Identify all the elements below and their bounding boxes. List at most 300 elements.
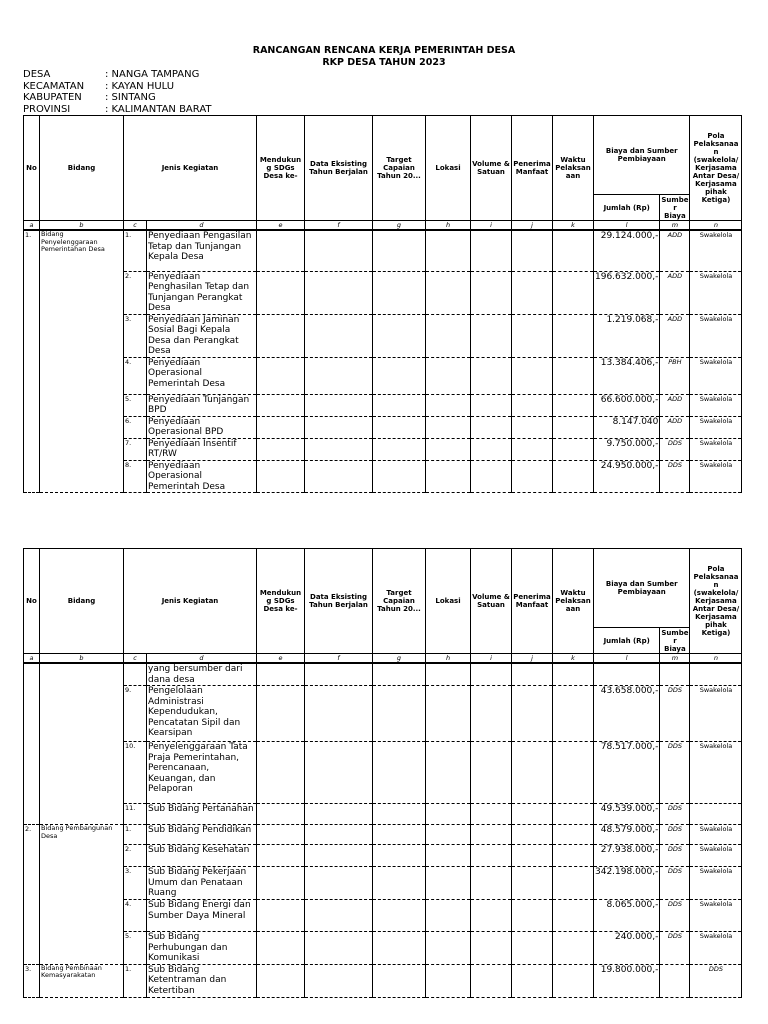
volume-cell xyxy=(471,230,512,271)
info-row-kecamatan xyxy=(23,81,212,93)
volume-cell xyxy=(471,438,512,460)
row-number: 2. xyxy=(24,825,40,965)
data-eksisting-cell xyxy=(305,438,373,460)
info-label: DESA xyxy=(23,69,51,80)
col-header-sdgs: Mendukun g SDGs Desa ke- xyxy=(257,116,305,221)
jumlah-cell: 78.517.000,- xyxy=(594,742,660,804)
col-header-data-eksisting: Data Eksisting Tahun Berjalan xyxy=(305,116,373,221)
target-cell xyxy=(373,394,426,416)
penerima-cell xyxy=(512,845,553,867)
table-row xyxy=(24,900,742,932)
volume-cell xyxy=(471,663,512,686)
table-row xyxy=(24,663,742,686)
penerima-cell xyxy=(512,686,553,742)
volume-cell xyxy=(471,271,512,314)
lokasi-cell xyxy=(426,394,471,416)
jumlah-cell: 19.800.000,- xyxy=(594,964,660,997)
jenis-kegiatan-cell: Sub Bidang Ketentraman dan Ketertiban xyxy=(147,964,257,997)
table-row xyxy=(24,825,742,845)
jenis-kegiatan-cell: Sub Bidang Kesehatan xyxy=(147,845,257,867)
waktu-cell xyxy=(553,394,594,416)
column-letter: l xyxy=(594,654,660,664)
waktu-cell xyxy=(553,357,594,394)
penerima-cell xyxy=(512,438,553,460)
penerima-cell xyxy=(512,271,553,314)
jenis-kegiatan-cell: Sub Bidang Pertanahan xyxy=(147,804,257,825)
col-header-jenis-kegiatan: Jenis Kegiatan xyxy=(124,116,257,221)
penerima-cell xyxy=(512,460,553,493)
penerima-cell xyxy=(512,825,553,845)
table-row xyxy=(24,357,742,394)
sumber-biaya-cell: DDS xyxy=(660,460,690,493)
col-header-lokasi: Lokasi xyxy=(426,116,471,221)
pola-pelaksanaan-cell: Swakelola xyxy=(690,932,742,965)
jumlah-cell: 13.384.406,- xyxy=(594,357,660,394)
penerima-cell xyxy=(512,867,553,900)
target-cell xyxy=(373,964,426,997)
penerima-cell xyxy=(512,900,553,932)
volume-cell xyxy=(471,742,512,804)
col-header-jenis-kegiatan: Jenis Kegiatan xyxy=(124,549,257,654)
col-header-no: No xyxy=(24,549,40,654)
col-header-sumber: Sumbe r Biaya xyxy=(661,195,689,220)
column-letter: j xyxy=(512,221,553,231)
col-header-waktu: Waktu Pelaksan aan xyxy=(553,549,594,654)
kegiatan-number: 8. xyxy=(124,460,147,493)
pola-pelaksanaan-cell xyxy=(690,804,742,825)
column-letter: a xyxy=(24,654,40,664)
target-cell xyxy=(373,460,426,493)
jenis-kegiatan-cell: Sub Bidang Pekerjaan Umum dan Penataan Ruang xyxy=(147,867,257,900)
target-cell xyxy=(373,271,426,314)
info-row-desa xyxy=(23,69,212,81)
penerima-cell xyxy=(512,416,553,438)
col-header-bidang: Bidang xyxy=(40,549,124,654)
sdgs-cell xyxy=(257,804,305,825)
sdgs-cell xyxy=(257,932,305,965)
waktu-cell xyxy=(553,742,594,804)
volume-cell xyxy=(471,932,512,965)
sumber-biaya-cell: DDS xyxy=(660,900,690,932)
sumber-biaya-cell: ADD xyxy=(660,271,690,314)
sdgs-cell xyxy=(257,314,305,357)
volume-cell xyxy=(471,900,512,932)
column-letter: d xyxy=(147,221,257,231)
lokasi-cell xyxy=(426,867,471,900)
sumber-biaya-cell xyxy=(660,663,690,686)
info-label: KABUPATEN xyxy=(23,92,82,103)
volume-cell xyxy=(471,394,512,416)
waktu-cell xyxy=(553,438,594,460)
data-eksisting-cell xyxy=(305,686,373,742)
sdgs-cell xyxy=(257,964,305,997)
bidang-cell: Bidang Pembangunan Desa xyxy=(40,825,124,965)
volume-cell xyxy=(471,357,512,394)
volume-cell xyxy=(471,845,512,867)
waktu-cell xyxy=(553,964,594,997)
col-header-volume: Volume & Satuan xyxy=(471,116,512,221)
table-row xyxy=(24,460,742,493)
jumlah-cell: 24.950.000,- xyxy=(594,460,660,493)
col-header-penerima: Penerima Manfaat xyxy=(512,549,553,654)
lokasi-cell xyxy=(426,230,471,271)
col-header-penerima: Penerima Manfaat xyxy=(512,116,553,221)
pola-pelaksanaan-cell: Swakelola xyxy=(690,230,742,271)
col-header-target: Target Capaian Tahun 20... xyxy=(373,116,426,221)
sumber-biaya-cell: DDS xyxy=(660,845,690,867)
column-letter: i xyxy=(471,221,512,231)
pola-pelaksanaan-cell: Swakelola xyxy=(690,742,742,804)
col-header-lokasi: Lokasi xyxy=(426,549,471,654)
target-cell xyxy=(373,932,426,965)
waktu-cell xyxy=(553,900,594,932)
sdgs-cell xyxy=(257,663,305,686)
table-row xyxy=(24,230,742,271)
jumlah-cell: 29.124.000,- xyxy=(594,230,660,271)
row-number xyxy=(24,663,40,825)
data-eksisting-cell xyxy=(305,964,373,997)
sdgs-cell xyxy=(257,438,305,460)
document-title: RANCANGAN RENCANA KERJA PEMERINTAH DESA xyxy=(252,45,516,56)
target-cell xyxy=(373,314,426,357)
waktu-cell xyxy=(553,663,594,686)
sumber-biaya-cell: DDS xyxy=(660,686,690,742)
col-header-biaya: Biaya dan Sumber Pembiayaan xyxy=(594,549,690,628)
col-header-bidang: Bidang xyxy=(40,116,124,221)
sdgs-cell xyxy=(257,357,305,394)
column-letter: c xyxy=(124,221,147,231)
data-eksisting-cell xyxy=(305,394,373,416)
volume-cell xyxy=(471,416,512,438)
kegiatan-number: 2. xyxy=(124,845,147,867)
sumber-biaya-cell: ADD xyxy=(660,416,690,438)
jumlah-cell: 49.539.000,- xyxy=(594,804,660,825)
row-number: 3. xyxy=(24,964,40,997)
jenis-kegiatan-cell: Pengelolaan Administrasi Kependudukan, Pencatatan Sipil dan Kearsipan xyxy=(147,686,257,742)
lokasi-cell xyxy=(426,804,471,825)
kegiatan-number: 4. xyxy=(124,900,147,932)
jenis-kegiatan-cell: Penyediaan Jaminan Sosial Bagi Kepala Desa dan Perangkat Desa xyxy=(147,314,257,357)
column-letter: a xyxy=(24,221,40,231)
waktu-cell xyxy=(553,845,594,867)
kegiatan-number: 6. xyxy=(124,416,147,438)
jenis-kegiatan-cell: Penyediaan Pengasilan Tetap dan Tunjangan Kepala Desa xyxy=(147,230,257,271)
waktu-cell xyxy=(553,686,594,742)
sdgs-cell xyxy=(257,742,305,804)
sdgs-cell xyxy=(257,394,305,416)
col-header-pola: Pola Pelaksanaa n (swakelola/ Kerjasama Antar Desa/ Kerjasama pihak Ketiga) xyxy=(690,116,742,221)
waktu-cell xyxy=(553,271,594,314)
sumber-biaya-cell: DDS xyxy=(660,867,690,900)
jenis-kegiatan-cell: Penyediaan Tunjangan BPD xyxy=(147,394,257,416)
lokasi-cell xyxy=(426,742,471,804)
waktu-cell xyxy=(553,416,594,438)
pola-pelaksanaan-cell: Swakelola xyxy=(690,357,742,394)
lokasi-cell xyxy=(426,416,471,438)
kegiatan-number: 1. xyxy=(124,230,147,271)
volume-cell xyxy=(471,867,512,900)
penerima-cell xyxy=(512,230,553,271)
volume-cell xyxy=(471,314,512,357)
lokasi-cell xyxy=(426,825,471,845)
sumber-biaya-cell: ADD xyxy=(660,314,690,357)
jenis-kegiatan-cell: Penyediaan Operasional Pemerintah Desa xyxy=(147,357,257,394)
sumber-biaya-cell: DDS xyxy=(660,742,690,804)
lokasi-cell xyxy=(426,932,471,965)
volume-cell xyxy=(471,825,512,845)
column-letter: j xyxy=(512,654,553,664)
jenis-kegiatan-cell: Sub Bidang Pendidikan xyxy=(147,825,257,845)
volume-cell xyxy=(471,964,512,997)
jenis-kegiatan-cell: Penyelenggaraan Tata Praja Pemerintahan, Perencanaan, Keuangan, dan Pelaporan xyxy=(147,742,257,804)
table-row xyxy=(24,686,742,742)
column-letter: g xyxy=(373,654,426,664)
column-letter: d xyxy=(147,654,257,664)
col-header-volume: Volume & Satuan xyxy=(471,549,512,654)
target-cell xyxy=(373,230,426,271)
lokasi-cell xyxy=(426,271,471,314)
lokasi-cell xyxy=(426,845,471,867)
village-info xyxy=(23,69,212,115)
sumber-biaya-cell: PBH xyxy=(660,357,690,394)
info-row-provinsi xyxy=(23,104,212,116)
column-letter: h xyxy=(426,221,471,231)
target-cell xyxy=(373,900,426,932)
table-row xyxy=(24,845,742,867)
info-value: : KALIMANTAN BARAT xyxy=(105,103,212,115)
data-eksisting-cell xyxy=(305,932,373,965)
sdgs-cell xyxy=(257,460,305,493)
pola-pelaksanaan-cell: Swakelola xyxy=(690,394,742,416)
kegiatan-number: 5. xyxy=(124,932,147,965)
column-letter: n xyxy=(690,221,742,231)
data-eksisting-cell xyxy=(305,804,373,825)
waktu-cell xyxy=(553,804,594,825)
data-eksisting-cell xyxy=(305,416,373,438)
pola-pelaksanaan-cell: Swakelola xyxy=(690,460,742,493)
info-value: : NANGA TAMPANG xyxy=(105,69,200,80)
penerima-cell xyxy=(512,742,553,804)
lokasi-cell xyxy=(426,438,471,460)
column-letter: b xyxy=(40,221,124,231)
sumber-biaya-cell: DDS xyxy=(660,932,690,965)
sdgs-cell xyxy=(257,686,305,742)
data-eksisting-cell xyxy=(305,825,373,845)
sumber-biaya-cell: DDS xyxy=(660,804,690,825)
kegiatan-number: 7. xyxy=(124,438,147,460)
data-eksisting-cell xyxy=(305,845,373,867)
jumlah-cell: 8.147.040 xyxy=(594,416,660,438)
target-cell xyxy=(373,686,426,742)
column-letter: k xyxy=(553,654,594,664)
sumber-biaya-cell: ADD xyxy=(660,230,690,271)
penerima-cell xyxy=(512,663,553,686)
col-header-data-eksisting: Data Eksisting Tahun Berjalan xyxy=(305,549,373,654)
waktu-cell xyxy=(553,460,594,493)
column-letter: g xyxy=(373,221,426,231)
waktu-cell xyxy=(553,825,594,845)
data-eksisting-cell xyxy=(305,867,373,900)
jumlah-cell: 27.938.000,- xyxy=(594,845,660,867)
table-row xyxy=(24,314,742,357)
data-eksisting-cell xyxy=(305,900,373,932)
col-header-jumlah: Jumlah (Rp) xyxy=(594,195,660,221)
pola-pelaksanaan-cell: Swakelola xyxy=(690,825,742,845)
column-letter: m xyxy=(660,221,690,231)
bidang-cell: Bidang Pembinaan Kemasyarakatan xyxy=(40,964,124,997)
rkp-table-part-1 xyxy=(23,115,742,493)
jenis-kegiatan-cell: Penyediaan Operasional Pemerintah Desa xyxy=(147,460,257,493)
column-letter-row xyxy=(24,221,742,231)
table-row xyxy=(24,964,742,997)
jenis-kegiatan-cell: Sub Bidang Energi dan Sumber Daya Mineral xyxy=(147,900,257,932)
pola-pelaksanaan-cell: Swakelola xyxy=(690,416,742,438)
column-letter: i xyxy=(471,654,512,664)
pola-pelaksanaan-cell: Swakelola xyxy=(690,438,742,460)
sumber-biaya-cell: ADD xyxy=(660,394,690,416)
lokasi-cell xyxy=(426,686,471,742)
lokasi-cell xyxy=(426,663,471,686)
data-eksisting-cell xyxy=(305,314,373,357)
sdgs-cell xyxy=(257,845,305,867)
data-eksisting-cell xyxy=(305,663,373,686)
target-cell xyxy=(373,357,426,394)
penerima-cell xyxy=(512,932,553,965)
col-header-waktu: Waktu Pelaksan aan xyxy=(553,116,594,221)
column-letter: n xyxy=(690,654,742,664)
column-letter: h xyxy=(426,654,471,664)
volume-cell xyxy=(471,686,512,742)
lokasi-cell xyxy=(426,460,471,493)
info-label: KECAMATAN xyxy=(23,80,85,92)
pola-pelaksanaan-cell: Swakelola xyxy=(690,867,742,900)
kegiatan-number: 11. xyxy=(124,804,147,825)
sdgs-cell xyxy=(257,416,305,438)
sdgs-cell xyxy=(257,271,305,314)
lokasi-cell xyxy=(426,314,471,357)
jenis-kegiatan-cell: yang bersumber dari dana desa xyxy=(147,663,257,686)
info-row-kabupaten xyxy=(23,92,212,104)
column-letter: c xyxy=(124,654,147,664)
target-cell xyxy=(373,663,426,686)
pola-pelaksanaan-cell: DDS xyxy=(690,964,742,997)
table-row xyxy=(24,932,742,965)
data-eksisting-cell xyxy=(305,742,373,804)
jumlah-cell: 342.198.000,- xyxy=(594,867,660,900)
sumber-biaya-cell: DDS xyxy=(660,825,690,845)
pola-pelaksanaan-cell: Swakelola xyxy=(690,686,742,742)
jumlah-cell xyxy=(594,663,660,686)
jumlah-cell: 48.579.000,- xyxy=(594,825,660,845)
table-row xyxy=(24,742,742,804)
table-row xyxy=(24,271,742,314)
jenis-kegiatan-cell: Penyediaan Insentif RT/RW xyxy=(147,438,257,460)
column-letter: k xyxy=(553,221,594,231)
column-letter: f xyxy=(305,221,373,231)
kegiatan-number xyxy=(124,663,147,686)
penerima-cell xyxy=(512,964,553,997)
table-row xyxy=(24,416,742,438)
kegiatan-number: 4. xyxy=(124,357,147,394)
table-row xyxy=(24,394,742,416)
kegiatan-number: 10. xyxy=(124,742,147,804)
sdgs-cell xyxy=(257,825,305,845)
target-cell xyxy=(373,438,426,460)
sumber-biaya-cell xyxy=(660,964,690,997)
penerima-cell xyxy=(512,314,553,357)
waktu-cell xyxy=(553,932,594,965)
jumlah-cell: 9.750.000,- xyxy=(594,438,660,460)
col-header-target: Target Capaian Tahun 20... xyxy=(373,549,426,654)
kegiatan-number: 9. xyxy=(124,686,147,742)
lokasi-cell xyxy=(426,900,471,932)
col-header-sumber: Sumbe r Biaya xyxy=(661,628,689,653)
info-value: : SINTANG xyxy=(105,92,156,103)
jumlah-cell: 196.632.000,- xyxy=(594,271,660,314)
penerima-cell xyxy=(512,357,553,394)
column-letter-row xyxy=(24,654,742,664)
jenis-kegiatan-cell: Penyediaan Operasional BPD xyxy=(147,416,257,438)
target-cell xyxy=(373,804,426,825)
jumlah-cell: 43.658.000,- xyxy=(594,686,660,742)
kegiatan-number: 5. xyxy=(124,394,147,416)
column-letter: f xyxy=(305,654,373,664)
target-cell xyxy=(373,867,426,900)
data-eksisting-cell xyxy=(305,271,373,314)
info-label: PROVINSI xyxy=(23,103,71,115)
table-row xyxy=(24,804,742,825)
target-cell xyxy=(373,845,426,867)
row-number: 1. xyxy=(24,230,40,493)
jenis-kegiatan-cell: Penyediaan Penghasilan Tetap dan Tunjangan Perangkat Desa xyxy=(147,271,257,314)
target-cell xyxy=(373,742,426,804)
document-subtitle: RKP DESA TAHUN 2023 xyxy=(322,57,446,68)
target-cell xyxy=(373,825,426,845)
column-letter: l xyxy=(594,221,660,231)
col-header-sdgs: Mendukun g SDGs Desa ke- xyxy=(257,549,305,654)
jumlah-cell: 8.065.000,- xyxy=(594,900,660,932)
waktu-cell xyxy=(553,867,594,900)
bidang-cell: Bidang Penyelenggaraan Pemerintahan Desa xyxy=(40,230,124,493)
volume-cell xyxy=(471,804,512,825)
kegiatan-number: 3. xyxy=(124,314,147,357)
kegiatan-number: 1. xyxy=(124,964,147,997)
column-letter: m xyxy=(660,654,690,664)
pola-pelaksanaan-cell: Swakelola xyxy=(690,271,742,314)
column-letter: e xyxy=(257,654,305,664)
column-letter: b xyxy=(40,654,124,664)
table-row xyxy=(24,438,742,460)
kegiatan-number: 1. xyxy=(124,825,147,845)
sdgs-cell xyxy=(257,230,305,271)
col-header-jumlah: Jumlah (Rp) xyxy=(594,628,660,654)
pola-pelaksanaan-cell: Swakelola xyxy=(690,900,742,932)
pola-pelaksanaan-cell: Swakelola xyxy=(690,845,742,867)
pola-pelaksanaan-cell: Swakelola xyxy=(690,314,742,357)
data-eksisting-cell xyxy=(305,357,373,394)
data-eksisting-cell xyxy=(305,460,373,493)
table-row xyxy=(24,867,742,900)
column-letter: e xyxy=(257,221,305,231)
kegiatan-number: 2. xyxy=(124,271,147,314)
sdgs-cell xyxy=(257,867,305,900)
kegiatan-number: 3. xyxy=(124,867,147,900)
sdgs-cell xyxy=(257,900,305,932)
rkp-table-part-2 xyxy=(23,548,742,998)
col-header-biaya: Biaya dan Sumber Pembiayaan xyxy=(594,116,690,195)
col-header-pola: Pola Pelaksanaa n (swakelola/ Kerjasama Antar Desa/ Kerjasama pihak Ketiga) xyxy=(690,549,742,654)
jumlah-cell: 1.219.068,- xyxy=(594,314,660,357)
